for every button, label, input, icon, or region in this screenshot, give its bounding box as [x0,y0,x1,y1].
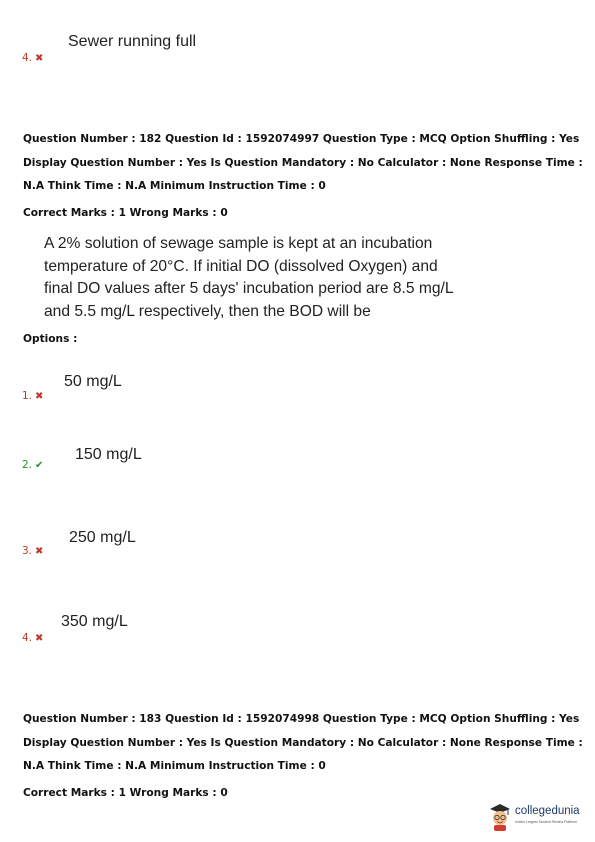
brand-name: collegedunia [515,805,580,817]
option-4-text: 350 mg/L [61,613,128,630]
option-1-text: 50 mg/L [64,373,122,390]
question-marks: Correct Marks : 1 Wrong Marks : 0 [23,207,228,219]
check-icon: ✔ [35,460,44,471]
option-1-number: 1. ✖ [22,390,44,402]
prev-option-4-number: 4. ✖ [22,52,44,64]
question-meta: Question Number : 182 Question Id : 1592074997 Question Type : MCQ Option Shuffling : Yes Display Question Number : Yes Is Question Mandatory : No Calculator : None Response Time : N.A Think Time : N.A Minimum Instruction Time : 0 [23,133,583,192]
next-question-marks: Correct Marks : 1 Wrong Marks : 0 [23,787,228,799]
brand-tagline: India's Largest Student Review Platform [515,820,578,824]
option-2-text: 150 mg/L [75,446,142,463]
cross-icon: ✖ [35,633,44,644]
cross-icon: ✖ [35,546,44,557]
option-2-number: 2. ✔ [22,459,44,471]
collegedunia-logo [488,800,588,834]
cross-icon: ✖ [35,53,44,64]
next-question-meta: Question Number : 183 Question Id : 1592074998 Question Type : MCQ Option Shuffling : Yes Display Question Number : Yes Is Question Mandatory : No Calculator : None Response Time : N.A Think Time : N.A Minimum Instruction Time : 0 [23,713,583,772]
question-text: A 2% solution of sewage sample is kept at an incubation temperature of 20°C. If initial DO (dissolved Oxygen) and final DO values after 5 days' incubation period are 8.5 mg/L and 5.5 mg/L respectively, then the BOD will be [44,235,453,320]
options-label: Options : [23,333,78,345]
option-3-number: 3. ✖ [22,545,44,557]
student-mascot-icon [488,802,512,832]
option-3-text: 250 mg/L [69,529,136,546]
option-4-number: 4. ✖ [22,632,44,644]
cross-icon: ✖ [35,391,44,402]
prev-option-4-text: Sewer running full [68,33,197,50]
